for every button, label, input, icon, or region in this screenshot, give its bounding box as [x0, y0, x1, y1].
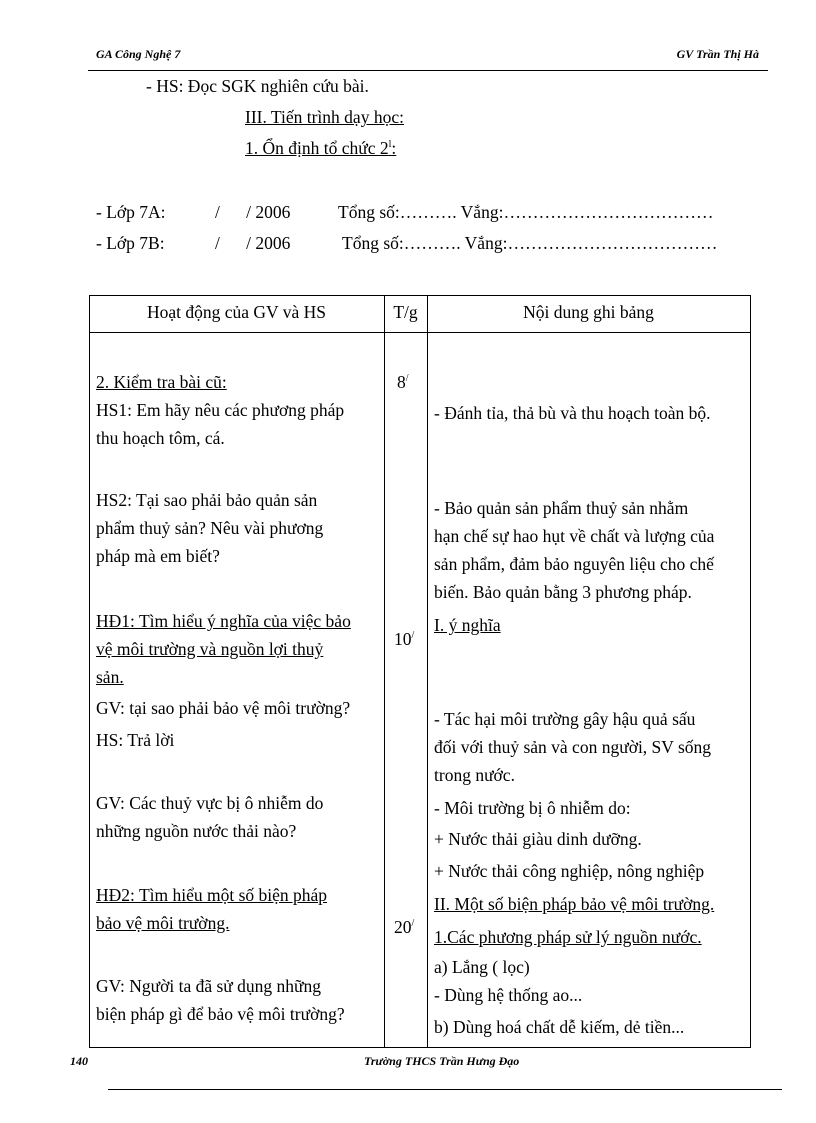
time-20: 20/ [394, 916, 415, 937]
footer-school: Trường THCS Trần Hưng Đạo [364, 1054, 520, 1068]
pollution-cause: - Môi trường bị ô nhiễm do: [434, 798, 631, 818]
time-10: 10/ [394, 628, 415, 649]
answer-1: - Đánh tỉa, thả bù và thu hoạch toàn bộ. [434, 403, 711, 423]
hs2-question: HS2: Tại sao phải bảo quản sản phẩm thuỷ sản? Nêu vài phương pháp mà em biết? [96, 490, 324, 566]
hs-answer: HS: Trả lời [96, 730, 175, 750]
cause-items: + Nước thải giàu dinh dưỡng. + Nước thải công nghiệp, nông nghiệp [434, 829, 705, 881]
answer-2: - Bảo quản sản phẩm thuỷ sản nhằm hạn chế sự hao hụt về chất và lượng của sản phẩm, đảm bảo nguyên liệu cho chế biến. Bảo quản bằng 3 phương pháp. [434, 498, 715, 602]
col-header-time: T/g [393, 302, 418, 322]
harm-text: - Tác hại môi trường gây hậu quả sấu đối với thuỷ sản và con người, SV sống trong nước. [434, 709, 712, 785]
hs1-question: HS1: Em hãy nêu các phương pháp thu hoạch tôm, cá. [96, 400, 345, 448]
gv-question-3: GV: Người ta đã sử dụng những biện pháp gì để bảo vệ môi trường? [96, 976, 345, 1024]
stabilize-title: 1. Ổn định tổ chức 2$^l$: [245, 138, 397, 158]
class-7a-date: / / 2006 [215, 202, 291, 222]
hd1-title: HĐ1: Tìm hiểu ý nghĩa của việc bảo vệ môi trường và nguồn lợi thuỷ sản. [96, 611, 351, 687]
section-2-title: II. Một số biện pháp bảo vệ môi trường. [434, 894, 715, 914]
class-7b-attendance: Tổng số:………. Vắng:……………………………… [342, 233, 718, 253]
footer-rule [108, 1089, 782, 1090]
hd2-title: HĐ2: Tìm hiểu một số biện pháp bảo vệ môi trường. [96, 885, 328, 933]
subsection-1-title: 1.Các phương pháp sử lý nguồn nước. [434, 927, 702, 947]
col-header-content: Nội dung ghi bảng [523, 302, 654, 322]
header-rule [88, 70, 768, 71]
prep-line: - HS: Đọc SGK nghiên cứu bài. [146, 76, 369, 96]
time-8: 8/ [397, 371, 409, 392]
gv-question-1: GV: tại sao phải bảo vệ môi trường? [96, 698, 351, 718]
method-items: a) Lắng ( lọc) - Dùng hệ thống ao... b) Dùng hoá chất dễ kiếm, dẻ tiền... [434, 957, 685, 1037]
col-header-activities: Hoạt động của GV và HS [146, 302, 327, 322]
class-7a-attendance: Tổng số:………. Vắng:……………………………… [338, 202, 714, 222]
check-title: 2. Kiểm tra bài cũ: [96, 372, 227, 392]
section-1-title: I. ý nghĩa [434, 615, 501, 635]
section3-title: III. Tiến trình dạy học: [245, 107, 404, 127]
page-number: 140 [70, 1054, 88, 1068]
gv-question-2: GV: Các thuỷ vực bị ô nhiễm do những nguồn nước thải nào? [96, 793, 324, 841]
class-7b-label: - Lớp 7B: [96, 233, 165, 253]
header-right: GV Trần Thị Hà [676, 47, 759, 61]
class-7a-label: - Lớp 7A: [96, 202, 166, 222]
header-left: GA Công Nghệ 7 [96, 47, 181, 61]
class-7b-date: / / 2006 [215, 233, 291, 253]
